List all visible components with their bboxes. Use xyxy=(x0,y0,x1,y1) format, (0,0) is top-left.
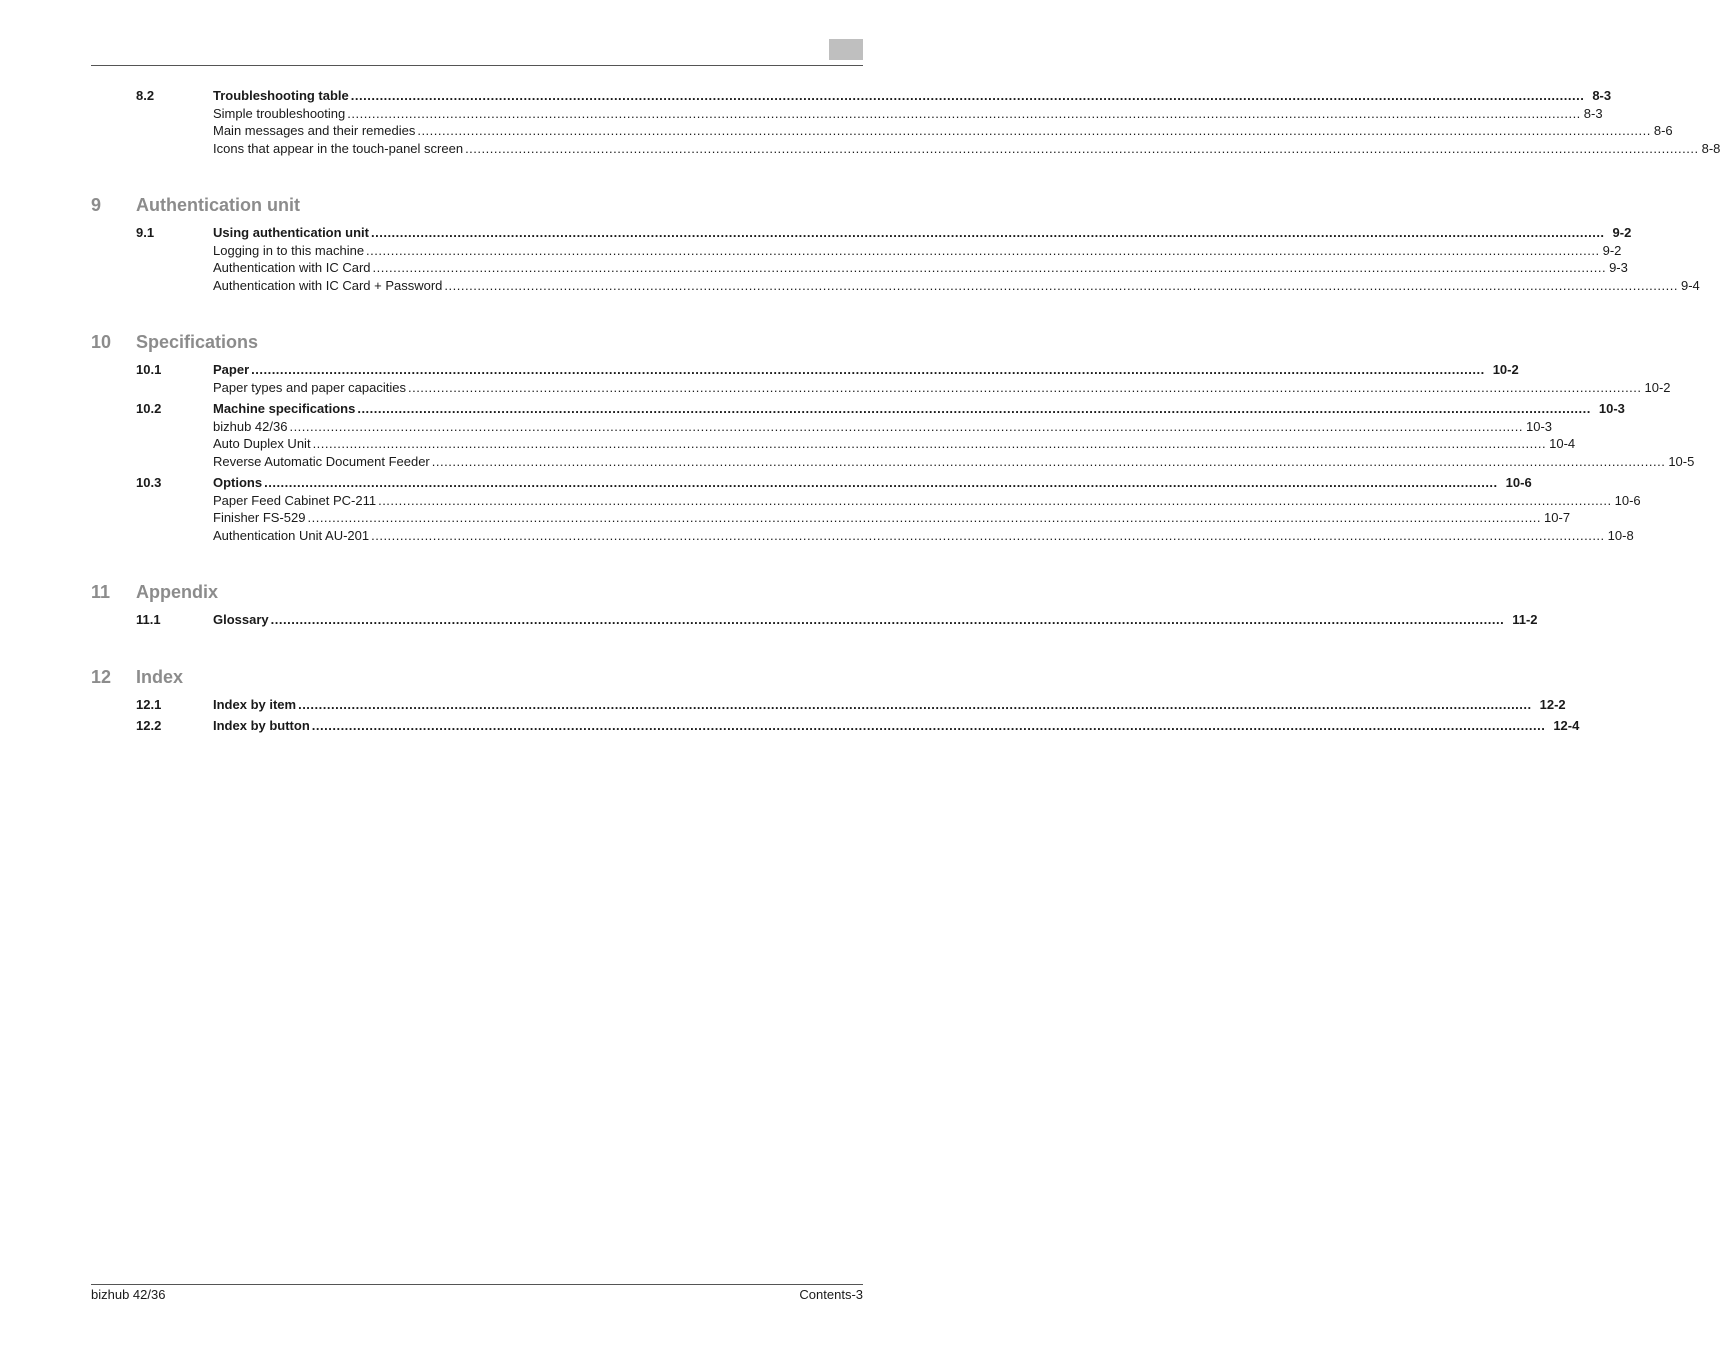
toc-section-row[interactable] xyxy=(91,400,1625,418)
toc-entry-title: Auto Duplex Unit xyxy=(213,436,311,451)
toc-entry-title: Paper types and paper capacities xyxy=(213,379,406,395)
toc-section-number: 9.1 xyxy=(136,225,155,240)
footer-page-number: Contents-3 xyxy=(799,1287,863,1302)
toc-leader-line xyxy=(213,696,1566,714)
toc-section-group xyxy=(91,474,1641,544)
toc-page-number: 10-4 xyxy=(1549,436,1576,451)
toc-chapter-heading[interactable] xyxy=(91,191,863,221)
header-rule xyxy=(91,65,863,66)
footer-product-name: bizhub 42/36 xyxy=(91,1287,166,1302)
toc-section-title: Troubleshooting table xyxy=(213,88,349,103)
toc-section-title: Index by item xyxy=(213,696,297,712)
toc-dot-leader: ............................................................................................................................................................................................................................................................................................................ xyxy=(289,418,1523,434)
toc-page-number: 8-3 xyxy=(1592,88,1612,103)
toc-entry-title: Simple troubleshooting xyxy=(213,105,346,121)
toc-section-row[interactable] xyxy=(91,224,1632,242)
toc-page-number: 8-8 xyxy=(1701,140,1720,156)
toc-section-number: 10.3 xyxy=(136,475,162,490)
toc-dot-leader: ............................................................................................................................................................................................................................................................................................................ xyxy=(417,123,1651,138)
toc-spacer xyxy=(91,298,863,320)
toc-chapter-title: Index xyxy=(136,666,184,687)
toc-dot-leader: ............................................................................................................................................................................................................................................................................................................ xyxy=(264,475,1498,490)
toc-section-group xyxy=(91,611,1538,629)
toc-page-number: 10-2 xyxy=(1644,379,1671,395)
toc-entry-row[interactable] xyxy=(91,435,1576,453)
toc-leader-line xyxy=(213,400,1625,418)
toc-section-number: 10.1 xyxy=(136,362,162,377)
header-tab-marker xyxy=(829,39,863,60)
toc-dot-leader: ............................................................................................................................................................................................................................................................................................................ xyxy=(311,718,1546,733)
toc-entry-row[interactable] xyxy=(91,140,1720,158)
toc-dot-leader: ............................................................................................................................................................................................................................................................................................................ xyxy=(312,436,1547,451)
toc-section-group xyxy=(91,87,1720,157)
toc-dot-leader: ............................................................................................................................................................................................................................................................................................................ xyxy=(378,492,1612,508)
toc-chapter-title: Authentication unit xyxy=(136,195,300,215)
toc-chapter-number: 10 xyxy=(91,332,112,352)
toc-leader-line xyxy=(213,435,1576,453)
toc-entry-title: bizhub 42/36 xyxy=(213,418,288,434)
toc-entry-row[interactable] xyxy=(91,379,1671,397)
toc-page-number: 9-2 xyxy=(1602,242,1622,258)
toc-entry-title: Finisher FS-529 xyxy=(213,510,306,525)
toc-entry-title: Icons that appear in the touch-panel screen xyxy=(213,140,464,156)
toc-dot-leader: ............................................................................................................................................................................................................................................................................................................ xyxy=(307,510,1542,525)
toc-section-title: Options xyxy=(213,475,263,490)
toc-leader-line xyxy=(213,453,1695,471)
toc-section-row[interactable] xyxy=(91,696,1566,714)
toc-page-number: 9-3 xyxy=(1609,260,1628,275)
toc-dot-leader: ............................................................................................................................................................................................................................................................................................................ xyxy=(350,88,1585,103)
toc-leader-line xyxy=(213,492,1641,510)
toc-section-number: 11.1 xyxy=(136,612,161,627)
toc-leader-line xyxy=(213,140,1720,158)
toc-chapter-heading[interactable] xyxy=(91,578,863,608)
toc-entry-row[interactable] xyxy=(91,105,1603,123)
toc-dot-leader: ............................................................................................................................................................................................................................................................................................................ xyxy=(465,140,1699,156)
toc-section-title: Machine specifications xyxy=(213,401,356,416)
toc-leader-line xyxy=(213,611,1538,629)
toc-section-row[interactable] xyxy=(91,361,1519,379)
toc-entry-row[interactable] xyxy=(91,122,1673,140)
toc-page-number: 10-6 xyxy=(1505,475,1532,490)
toc-page-number: 10-2 xyxy=(1492,362,1519,377)
toc-section-row[interactable] xyxy=(91,717,1580,735)
toc-page-number: 8-6 xyxy=(1653,123,1673,138)
toc-section-group xyxy=(91,361,1671,396)
toc-chapter-number: 12 xyxy=(91,666,112,687)
toc-section-group xyxy=(91,224,1700,294)
toc-leader-line xyxy=(213,242,1622,260)
toc-leader-line xyxy=(213,259,1628,277)
toc-dot-leader: ............................................................................................................................................................................................................................................................................................................ xyxy=(251,362,1485,377)
toc-entry-title: Main messages and their remedies xyxy=(213,123,416,138)
toc-leader-line xyxy=(213,527,1634,545)
toc-entry-row[interactable] xyxy=(91,527,1634,545)
toc-section-title: Index by button xyxy=(213,718,310,733)
toc-chapter-heading[interactable] xyxy=(91,663,863,693)
toc-dot-leader: ............................................................................................................................................................................................................................................................................................................ xyxy=(372,260,1607,275)
toc-entry-title: Authentication with IC Card + Password xyxy=(213,277,443,293)
toc-leader-line xyxy=(213,717,1580,735)
toc-section-title: Glossary xyxy=(213,612,269,627)
toc-leader-line xyxy=(213,122,1673,140)
toc-entry-title: Authentication Unit AU-201 xyxy=(213,527,370,543)
toc-dot-leader: ............................................................................................................................................................................................................................................................................................................ xyxy=(347,105,1581,121)
toc-leader-line xyxy=(213,277,1700,295)
toc-leader-line xyxy=(213,474,1532,492)
toc-page-number: 10-5 xyxy=(1668,453,1695,469)
toc-page-number: 9-2 xyxy=(1612,225,1632,240)
toc-dot-leader: ............................................................................................................................................................................................................................................................................................................ xyxy=(371,225,1605,240)
toc-entry-row[interactable] xyxy=(91,259,1628,277)
toc-entry-title: Logging in to this machine xyxy=(213,242,365,258)
toc-section-row[interactable] xyxy=(91,611,1538,629)
toc-entry-row[interactable] xyxy=(91,509,1571,527)
toc-entry-title: Authentication with IC Card xyxy=(213,260,371,275)
toc-leader-line xyxy=(213,361,1519,379)
toc-entry-row[interactable] xyxy=(91,492,1641,510)
toc-entry-row[interactable] xyxy=(91,418,1553,436)
toc-section-group xyxy=(91,696,1566,714)
toc-chapter-title: Specifications xyxy=(136,332,259,352)
toc-page-number: 10-6 xyxy=(1614,492,1641,508)
toc-spacer xyxy=(91,548,863,570)
toc-section-number: 12.2 xyxy=(136,718,162,733)
toc-section-group xyxy=(91,400,1695,470)
toc-section-number: 8.2 xyxy=(136,88,155,103)
toc-leader-line xyxy=(213,509,1571,527)
toc-dot-leader: ............................................................................................................................................................................................................................................................................................................ xyxy=(357,401,1591,416)
toc-entry-row[interactable] xyxy=(91,242,1622,260)
toc-page-number: 9-4 xyxy=(1680,277,1700,293)
toc-page-number: 12-4 xyxy=(1553,718,1580,733)
toc-page-number: 10-7 xyxy=(1544,510,1571,525)
toc-dot-leader: ............................................................................................................................................................................................................................................................................................................ xyxy=(298,696,1532,712)
toc-section-row[interactable] xyxy=(91,87,1612,105)
toc-entry-row[interactable] xyxy=(91,277,1700,295)
table-of-contents xyxy=(91,84,1720,739)
toc-dot-leader: ............................................................................................................................................................................................................................................................................................................ xyxy=(444,277,1678,293)
toc-leader-line xyxy=(213,105,1603,123)
toc-dot-leader: ............................................................................................................................................................................................................................................................................................................ xyxy=(407,379,1642,395)
footer-rule xyxy=(91,1284,863,1285)
toc-spacer xyxy=(91,161,863,183)
toc-dot-leader: ............................................................................................................................................................................................................................................................................................................ xyxy=(431,453,1666,469)
toc-leader-line xyxy=(213,224,1632,242)
toc-dot-leader: ............................................................................................................................................................................................................................................................................................................ xyxy=(371,527,1605,543)
toc-section-title: Paper xyxy=(213,362,250,377)
toc-page-number: 10-3 xyxy=(1526,418,1553,434)
toc-chapter-number: 11 xyxy=(91,582,111,602)
toc-section-group xyxy=(91,717,1580,735)
toc-entry-title: Reverse Automatic Document Feeder xyxy=(213,453,430,469)
toc-dot-leader: ............................................................................................................................................................................................................................................................................................................ xyxy=(366,242,1600,258)
toc-leader-line xyxy=(213,379,1671,397)
toc-chapter-title: Appendix xyxy=(136,582,219,602)
toc-section-row[interactable] xyxy=(91,474,1532,492)
toc-leader-line xyxy=(213,418,1553,436)
toc-section-number: 10.2 xyxy=(136,401,162,416)
toc-chapter-heading[interactable] xyxy=(91,328,863,358)
toc-leader-line xyxy=(213,87,1612,105)
toc-section-number: 12.1 xyxy=(136,696,162,712)
toc-page-number: 12-2 xyxy=(1539,696,1566,712)
toc-section-title: Using authentication unit xyxy=(213,225,369,240)
toc-page-number: 10-8 xyxy=(1607,527,1634,543)
toc-dot-leader: ............................................................................................................................................................................................................................................................................................................ xyxy=(270,612,1505,627)
toc-spacer xyxy=(91,633,863,655)
toc-page-number: 10-3 xyxy=(1598,401,1625,416)
toc-chapter-number: 9 xyxy=(91,195,102,215)
toc-entry-title: Paper Feed Cabinet PC-211 xyxy=(213,492,377,508)
toc-entry-row[interactable] xyxy=(91,453,1695,471)
toc-page-number: 11-2 xyxy=(1512,612,1538,627)
toc-page-number: 8-3 xyxy=(1583,105,1603,121)
